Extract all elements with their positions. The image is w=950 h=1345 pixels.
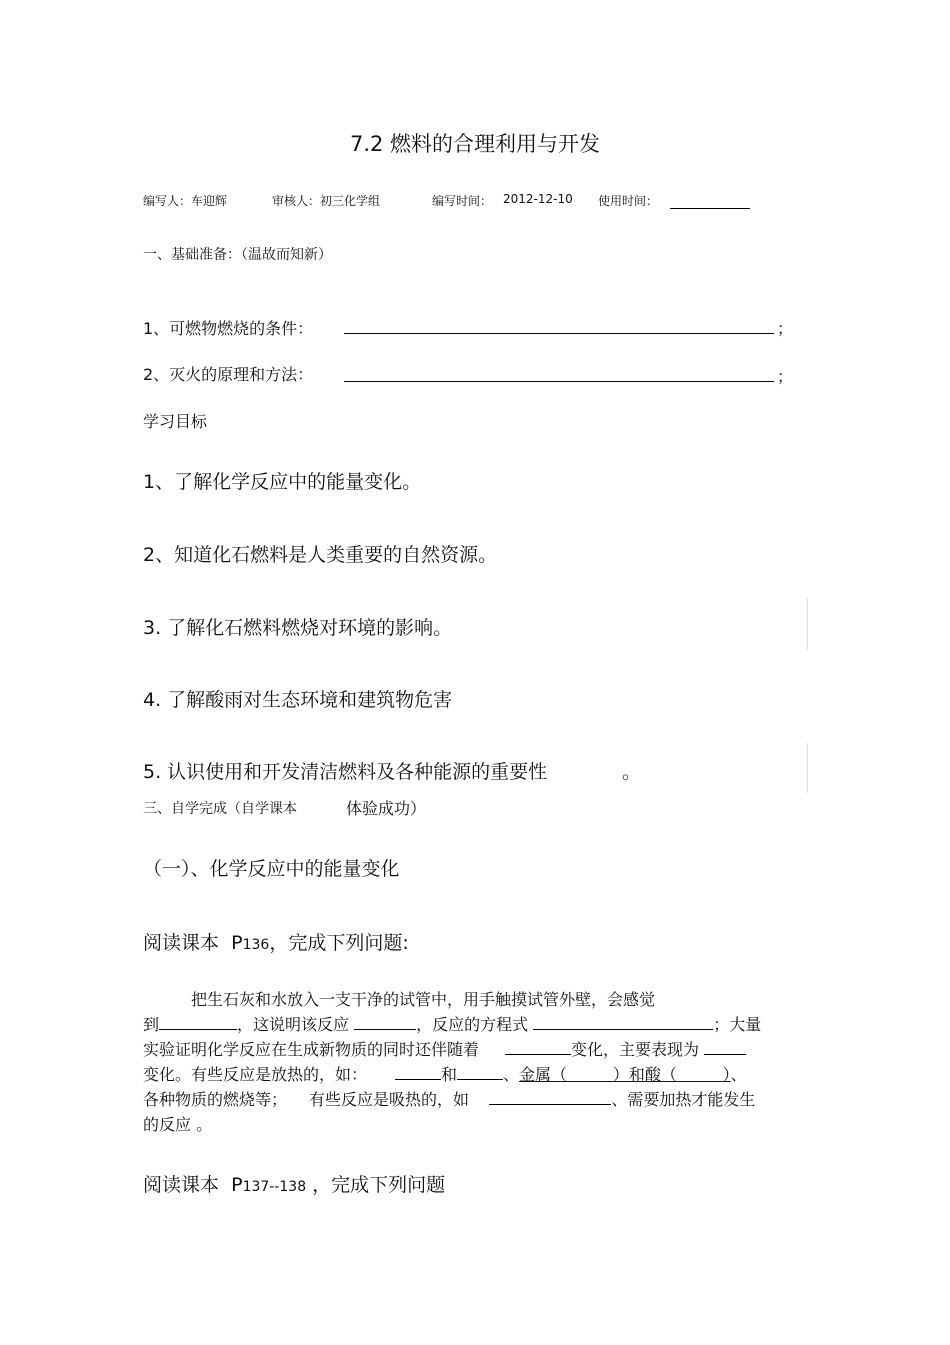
question-2-blank [344, 381, 774, 382]
goal-item: 5. 认识使用和开发清洁燃料及各种能源的重要性 [143, 761, 548, 783]
question-2-semicolon: ； [777, 367, 794, 386]
para-line-6: 的反应 。 [143, 1115, 213, 1134]
para-line-5: 各种物质的燃烧等； 有些反应是吸热的，如 、需要加热才能发生 [143, 1090, 756, 1109]
question-1-semicolon: ； [777, 319, 794, 338]
write-time-value: 2012-12-10 [503, 192, 573, 206]
read-instruction-1: 阅读课本 P136，完成下列问题: [143, 932, 409, 954]
goal-item: 4. 了解酸雨对生态环境和建筑物危害 [143, 689, 453, 711]
question-2: 2、灭火的原理和方法： [143, 365, 314, 384]
use-time-blank [670, 208, 750, 209]
part1-heading: （一）、化学反应中的能量变化 [143, 858, 400, 880]
write-time-label: 编写时间： [432, 194, 493, 208]
read-instruction-2: 阅读课本 P137--138 ，完成下列问题 [143, 1174, 446, 1196]
use-time-label: 使用时间： [598, 194, 659, 208]
question-1: 1、可燃物燃烧的条件： [143, 319, 314, 338]
goal-item: 3. 了解化石燃料燃烧对环境的影响。 [143, 617, 453, 639]
goal-item: 2、知道化石燃料是人类重要的自然资源。 [143, 544, 498, 566]
para-line-1: 把生石灰和水放入一支干净的试管中，用手触摸试管外壁，会感觉 [191, 990, 656, 1009]
goals-heading: 学习目标 [143, 412, 208, 431]
paragraph [143, 987, 761, 1137]
page-title: 7.2 燃料的合理利用与开发 [349, 132, 601, 156]
para-line-2: 到 ，这说明该反应 ，反应的方程式 ；大量 [143, 1015, 762, 1034]
divider [807, 743, 808, 793]
goal-item-period: 。 [622, 761, 642, 783]
question-1-blank [344, 333, 774, 334]
para-line-4: 变化。有些反应是放热的，如： 和 、金属（ ）和酸（ ）、 [143, 1065, 747, 1084]
section3-heading-tail: 体验成功） [346, 799, 427, 818]
author-label: 编写人：车迎辉 [143, 194, 228, 208]
goal-item: 1、了解化学反应中的能量变化。 [143, 471, 422, 493]
section1-heading: 一、基础准备：（温故而知新） [143, 247, 332, 263]
reviewer-label: 审核人：初三化学组 [272, 194, 381, 208]
divider [807, 598, 808, 650]
para-line-3: 实验证明化学反应在生成新物质的同时还伴随着 变化，主要表现为 [143, 1037, 761, 1062]
section3-heading: 三、自学完成（自学课本 [143, 801, 297, 817]
